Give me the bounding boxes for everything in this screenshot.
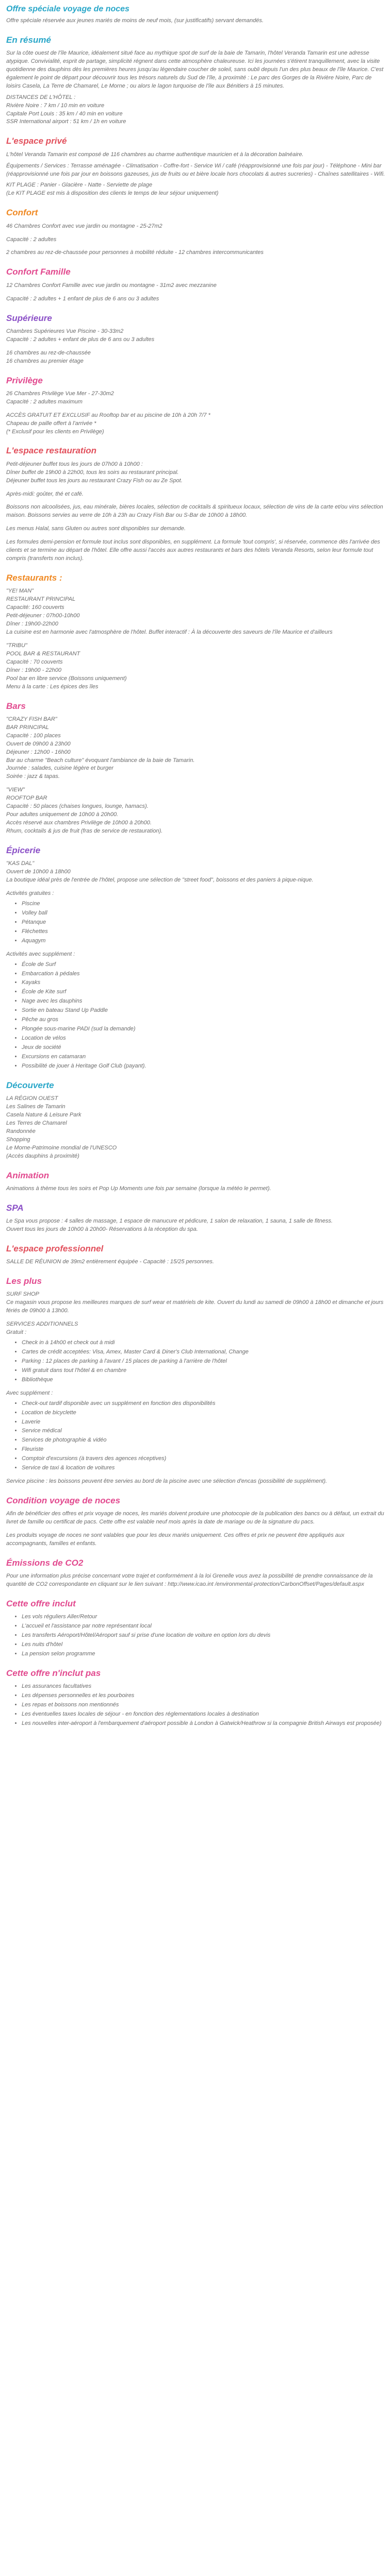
bar-view-line: "VIEW" [6,787,25,793]
pro-text: SALLE DE RÉUNION de 39m2 entièrement équipée - Capacité : 15/25 personnes. [6,1259,214,1265]
restaurant-yeman-line: RESTAURANT PRINCIPAL [6,596,76,603]
list-item: • Les assurances facultatives [22,1683,386,1691]
section-heading-bars: Bars [6,701,26,711]
list-item: • Aquagym [22,937,386,945]
list-item: • Service médical [22,1427,386,1435]
epicerie-line: Ouvert de 10h00 à 18h00 [6,869,71,875]
list-item: • Services de photographie & vidéo [22,1436,386,1445]
confort-line: 46 Chambres Confort avec vue jardin ou montagne - 25-27m2 [6,223,162,229]
restaurant-yeman-line: Dîner : 19h00-22h00 [6,621,58,628]
confort-line: 2 chambres au rez-de-chaussée pour personnes à mobilité réduite - 12 chambres intercommunicantes [6,249,264,256]
decouverte-line: Les Terres de Chamarel [6,1120,67,1126]
confort-famille-line: Capacité : 2 adultes + 1 enfant de plus de 6 ans ou 3 adultes [6,295,159,302]
page-title: Offre spéciale voyage de noces [6,5,129,13]
list-item: • Jeux de société [22,1044,386,1052]
bar-crazy-line: Ouvert de 09h00 à 23h00 [6,740,71,747]
list-item: • Location de vélos [22,1035,386,1043]
list-item: • Les repas et boissons non mentionnés [22,1701,386,1709]
gratuit-label: Gratuit : [6,1329,27,1336]
offre-inclut-list [6,1613,386,1658]
list-item: • Fleuriste [22,1446,386,1454]
section-heading-restauration: L'espace restauration [6,446,97,456]
section-heading-restaurants: Restaurants : [6,573,62,583]
privilege-line: 26 Chambres Privilège Vue Mer - 27-30m2 [6,390,114,397]
list-item: • Volley ball [22,909,386,918]
restauration-text: Les formules demi-pension et formule tout inclus sont disponibles, en supplément. La formule 'tout compris', si réservée, commence dès l'arrivée des clients et se termine au départ de l'hôtel. Elle offre aussi l'accès aux autres restaurants et bars des hôtels Veranda Resorts, selon leur formule tout compris (transferts non inclus). [6,539,380,562]
list-item: • École de Surf [22,961,386,969]
restaurant-tribu-line: Pool bar en libre service (Boissons uniquement) [6,675,127,682]
section-heading-animation: Animation [6,1170,50,1180]
list-item: • Excursions en catamaran [22,1053,386,1061]
condition-text: Afin de bénéficier des offres et prix voyage de noces, les mariés doivent produire une photocopie de la publication des bancs ou à défaut, un extrait du livret de famille ou certificat de pacs. Cette offre est valable neuf mois après la date de mariage ou de la signature du pacs. [6,1511,384,1526]
distance-line: SSR International airport : 51 km / 1h en voiture [6,118,126,125]
prive-kit-plage: KIT PLAGE : Panier - Glacière - Natte - Serviette de plage [6,182,153,189]
bar-crazy-line: Bar au charme "Beach culture" évoquant l'ambiance de la baie de Tamarin. [6,757,195,764]
bar-view-line: Capacité : 50 places (chaises longues, lounge, hamacs). [6,803,149,810]
surf-shop-label: SURF SHOP [6,1291,39,1298]
activites-supp-list [6,961,386,1071]
section-heading-decouverte: Découverte [6,1080,54,1090]
list-item: • Wifi gratuit dans tout l'hôtel & en chambre [22,1367,386,1375]
list-item: • École de Kite surf [22,988,386,996]
section-heading-condition: Condition voyage de noces [6,1496,121,1506]
bar-crazy-line: BAR PRINCIPAL [6,724,49,731]
animation-text: Animations à thème tous les soirs et Pop Up Moments une fois par semaine (lorsque la météo le permet). [6,1185,271,1192]
list-item: • Check in à 14h00 et check out à midi [22,1339,386,1347]
restaurant-tribu-line: "TRIBU" [6,642,27,649]
list-item: • Fléchettes [22,928,386,936]
confort-famille-line: 12 Chambres Confort Famille avec vue jardin ou montagne - 31m2 avec mezzanine [6,282,217,289]
bar-view-line: Accès réservé aux chambres Privilège de 10h00 à 20h00. [6,820,152,826]
section-heading-spa: SPA [6,1202,24,1213]
restaurant-tribu-line: Capacité : 70 couverts [6,658,63,665]
surf-shop-text: Ce magasin vous propose les meilleures marques de surf wear et matériels de kite. Ouvert du lundi au samedi de 09h00 à 18h00 et dimanche et jours fériés de 09h00 à 13h00. [6,1299,384,1314]
section-heading-superieure: Supérieure [6,313,52,323]
bar-crazy-line: "CRAZY FISH BAR" [6,716,57,722]
bar-view-line: ROOFTOP BAR [6,795,47,802]
restaurant-tribu-line: POOL BAR & RESTAURANT [6,650,80,657]
restaurant-tribu-line: Dîner : 19h00 - 22h00 [6,667,62,673]
list-item: • Les nuits d'hôtel [22,1641,386,1649]
list-item: • Nage avec les dauphins [22,997,386,1006]
section-heading-offre-inclut: Cette offre inclut [6,1599,76,1609]
services-gratuits-list [6,1339,386,1384]
privilege-line: Chapeau de paille offert à l'arrivée * [6,420,96,427]
list-item: • Possibilité de jouer à Heritage Golf Club (payant). [22,1062,386,1071]
list-item: • Les dépenses personnelles et les pourboires [22,1692,386,1700]
list-item: • Embarcation à pédales [22,970,386,978]
decouverte-line: Le Morne-Patrimoine mondial de l'UNESCO [6,1144,117,1151]
list-item: • La pension selon programme [22,1650,386,1658]
list-item: • Piscine [22,900,386,908]
co2-text[interactable]: Pour une information plus précise concernant votre trajet et conformément à la loi Grenelle vous avez la possibilité de prendre connaissance de la quantité de CO2 correspondante en cliquant sur le lien suivant : http://www.icao.int /environmental-protection/CarbonOffset/Pages/default.aspx [6,1573,373,1588]
privilege-line: (* Exclusif pour les clients en Privilège) [6,428,104,435]
epicerie-line: "KAS DAL" [6,860,35,867]
services-label: SERVICES ADDITIONNELS [6,1321,78,1328]
section-heading-epicerie: Épicerie [6,845,41,855]
bar-crazy-line: Journée : salades, cuisine légère et burger [6,765,113,772]
activites-supp-label: Activités avec supplément : [6,951,75,957]
bar-view-line: Pour adultes uniquement de 10h00 à 20h00. [6,811,119,818]
list-item: • L'accueil et l'assistance par notre représentant local [22,1622,386,1631]
restauration-text: Petit-déjeuner buffet tous les jours de 07h00 à 10h00 : [6,461,143,467]
section-heading-espace-professionnel: L'espace professionnel [6,1243,104,1253]
restauration-text: Les menus Halal, sans Gluten ou autres sont disponibles sur demande. [6,526,186,532]
superieure-line: Capacité : 2 adultes + enfant de plus de 6 ans ou 3 adultes [6,336,155,343]
restauration-text: Après-midi: goûter, thé et café. [6,490,84,497]
spa-text: Le Spa vous propose : 4 salles de massage, 1 espace de manucure et pédicure, 1 salon de relaxation, 1 sauna, 1 salle de fitness. [6,1218,333,1225]
intro-text: Offre spéciale réservée aux jeunes mariés de moins de neuf mois, (sur justificatifs) servant demandés. [6,17,264,24]
bar-crazy-line: Déjeuner : 12h00 - 16h00 [6,749,71,755]
list-item: • Bibliothèque [22,1376,386,1384]
restauration-text: Dîner buffet de 19h00 à 22h00, tous les soirs au restaurant principal. [6,469,179,476]
list-item: • Kayaks [22,979,386,987]
list-item: • Pêche au gros [22,1016,386,1024]
condition-text: Les produits voyage de noces ne sont valables que pour les deux mariés uniquement. Ces offres et prix ne peuvent être appliqués aux accompagnants, familles et enfants. [6,1532,345,1547]
section-heading-privilege: Privilège [6,375,43,385]
section-heading-co2: Émissions de CO2 [6,1558,84,1568]
avec-supplement-label: Avec supplément : [6,1389,53,1396]
privilege-line: Capacité : 2 adultes maximum [6,398,83,405]
list-item: • Les vols réguliers Aller/Retour [22,1613,386,1621]
spa-text: Ouvert tous les jours de 10h00 à 20h00- Réservations à la réception du spa. [6,1226,198,1232]
prive-text: L'hôtel Veranda Tamarin est composé de 116 chambres au charme authentique mauricien et à la décoration balnéaire. [6,151,304,158]
restaurant-yeman-line: Petit-déjeuner : 07h00-10h00 [6,613,80,619]
section-heading-confort: Confort [6,208,38,218]
list-item: • Sortie en bateau Stand Up Paddle [22,1007,386,1015]
list-item: • Les transferts Aéroport/Hôtel/Aéroport sauf si prise d'une location de voiture en option lors du devis [22,1632,386,1640]
distance-line: Capitale Port Louis : 35 km / 40 min en voiture [6,110,123,117]
list-item: • Pétanque [22,919,386,927]
list-item: • Les éventuelles taxes locales de séjour - en fonction des réglementations locales à destination [22,1710,386,1719]
decouverte-line: Shopping [6,1136,30,1143]
restaurant-yeman-line: La cuisine est en harmonie avec l'atmosphère de l'hôtel. Buffet interactif : À la découverte des saveurs de l'île Maurice et d'ailleurs [6,629,333,636]
list-item: • Plongée sous-marine PADI (sud la demande) [22,1025,386,1033]
list-item: • Comptoir d'excursions (à travers des agences réceptives) [22,1455,386,1463]
bar-crazy-line: Capacité : 100 places [6,732,61,739]
restaurant-yeman-line: Capacité: 160 couverts [6,604,64,611]
superieure-line: 16 chambres au rez-de-chaussée [6,349,91,356]
restauration-text: Déjeuner buffet tous les jours au restaurant Crazy Fish ou au Ze Spot. [6,477,183,484]
list-item: • Laverie [22,1418,386,1427]
services-supp-list [6,1400,386,1473]
confort-line: Capacité : 2 adultes [6,236,57,243]
section-heading-confort-famille: Confort Famille [6,267,71,277]
section-heading-espace-prive: L'espace privé [6,136,67,146]
decouverte-line: LA RÉGION OUEST [6,1095,58,1102]
prive-kit-note: (Le KIT PLAGE est mis à disposition des clients le temps de leur séjour uniquement) [6,190,219,197]
activites-gratuites-label: Activités gratuites : [6,890,54,897]
superieure-line: 16 chambres au premier étage [6,358,84,364]
restauration-text: Boissons non alcoolisées, jus, eau minérale, bières locales, sélection de cocktails & spiritueux locaux, sélection de vins de la carte et/ou vins sélection maison. Boissons servies au verre de 10h à 23h au Crazy Fish Bar ou S-Bar de 10h00 à 18h00. [6,504,383,519]
bar-view-line: Rhum, cocktails & jus de fruit (fras de service de restauration). [6,828,163,835]
list-item: • Location de bicyclette [22,1409,386,1417]
list-item: • Cartes de crédit acceptées: Visa, Amex, Master Card & Diner's Club International, Change [22,1348,386,1357]
service-piscine-note: Service piscine : les boissons peuvent être servies au bord de la piscine avec une sélection d'encas (possibilité de supplément). [6,1478,328,1485]
restaurant-yeman-line: "YE! MAN" [6,588,34,595]
epicerie-line: La boutique idéal près de l'entrée de l'hôtel, propose une sélection de "street food", boissons et des paniers à pique-nique. [6,877,314,884]
list-item: • Les nouvelles inter-aéroport à l'embarquement d'aéroport possible à London à Gatwick/Heathrow si la compagnie British Airways est proposée) [22,1720,386,1728]
resume-text: Sur la côte ouest de l'île Maurice, idéalement situé face au mythique spot de surf de la baie de Tamarin, l'hôtel Veranda Tamarin est une adresse atypique. Convivialité, esprit de partage, simplicité régnent dans cette atmosphère chaleureuse. Ici les journées s'étirent tranquillement, avec la visite quotidienne des dauphins dès les premières heures jusqu'au légendaire coucher de soleil, sans oubli depuis l'un des plus beaux de l'île Maurice. C'est également le point de départ pour découvrir tous les trésors naturels du Sud de l'île, à proximité : Le parc des Gorges de la Rivière Noire, Parc de loisirs Casela, La Terre de Chamarel, Le Morne ; ou alors le lagon turquoise de l'île aux Bénitiers à 15 minutes. [6,49,384,89]
prive-equipements: Équipements / Services : Terrasse aménagée - Climatisation - Coffre-fort - Service Wi / café (réapprovisionné une fois par jour) - Téléphone - Mini bar (réapprovisionné une fois par jour en boissons gazeuses, jus de fruits ou et bière locale hors chocolats & autres sucreries) - Chaînes satellitaires - Wifi. [6,162,385,177]
bar-crazy-line: Soirée : jazz & tapas. [6,773,60,780]
section-heading-les-plus: Les plus [6,1276,42,1286]
list-item: • Check-out tardif disponible avec un supplément en fonction des disponibilités [22,1400,386,1408]
decouverte-line: Casela Nature & Leisure Park [6,1111,82,1118]
section-heading-offre-ninclut: Cette offre n'inclut pas [6,1668,101,1679]
list-item: • Parking : 12 places de parking à l'avant / 15 places de parking à l'arrière de l'hôtel [22,1358,386,1366]
section-heading-resume: En résumé [6,35,51,45]
decouverte-line: Les Salines de Tamarin [6,1104,66,1110]
distance-line: Rivière Noire : 7 km / 10 min en voiture [6,102,105,109]
privilege-line: ACCÈS GRATUIT ET EXCLUSIF au Rooftop bar et au piscine de 10h à 20h 7/7 * [6,412,210,418]
superieure-line: Chambres Supérieures Vue Piscine - 30-33m2 [6,328,124,334]
decouverte-line: (Accès dauphins à proximité) [6,1153,79,1159]
restaurant-tribu-line: Menu à la carte : Les épices des îles [6,683,99,690]
distances-heading: DISTANCES DE L'HÔTEL : [6,94,76,100]
decouverte-line: Randonnée [6,1128,36,1134]
list-item: • Service de taxi & location de voitures [22,1464,386,1472]
activites-gratuites-list [6,900,386,945]
offre-ninclut-list [6,1683,386,1728]
